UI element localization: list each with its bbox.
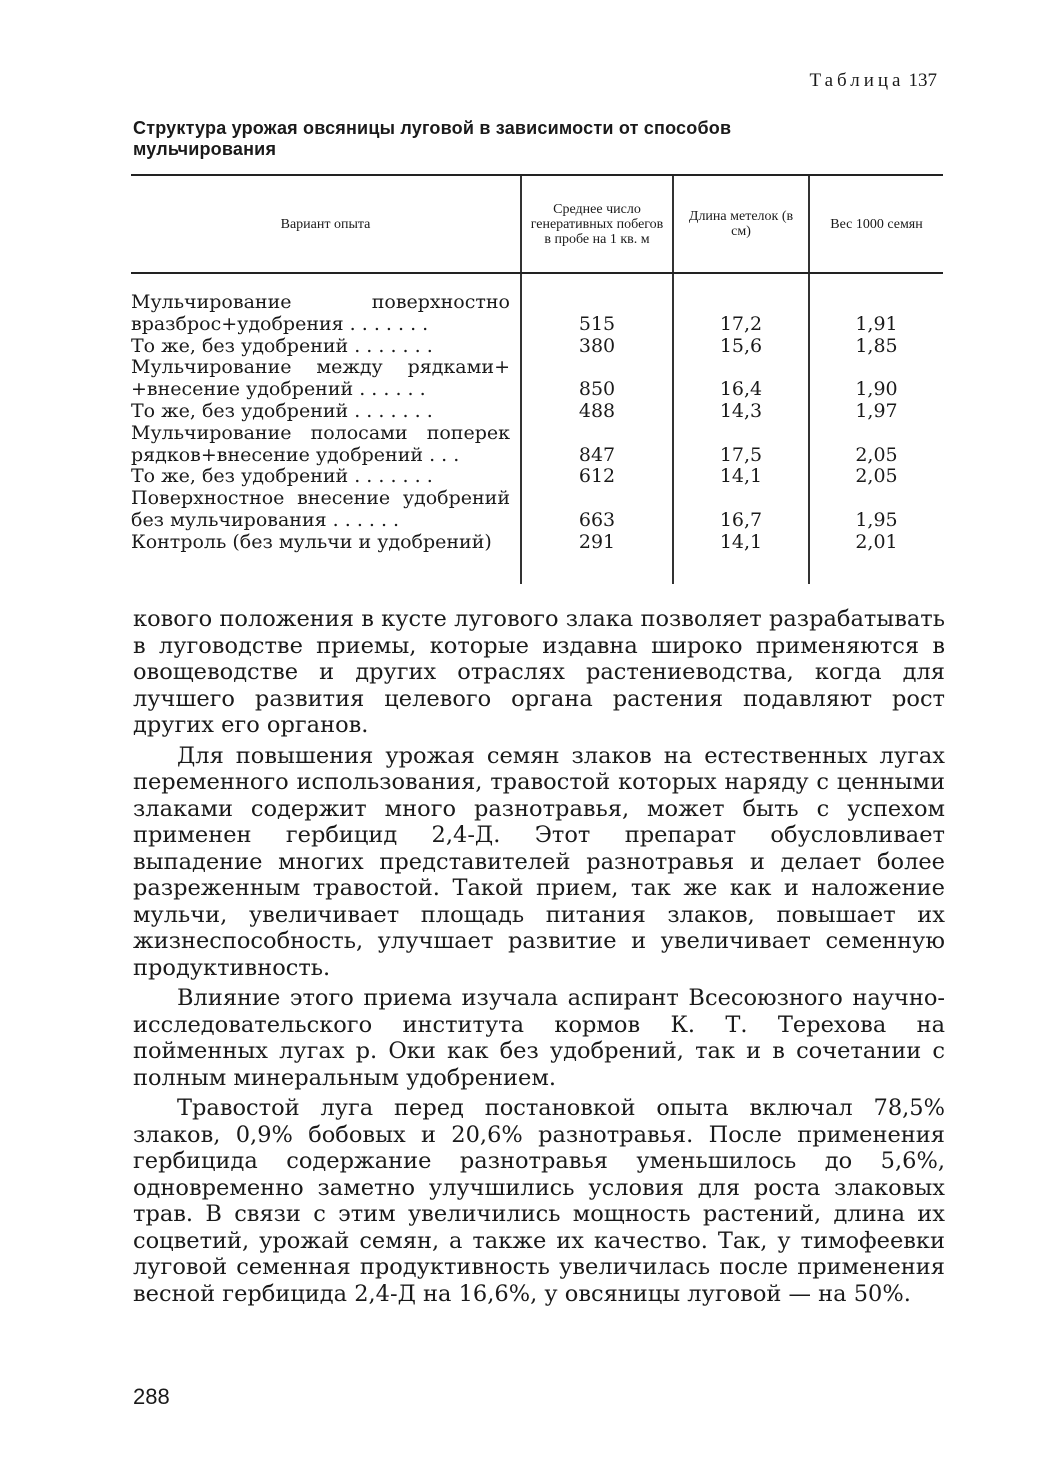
cell-weight: 2,05 [809,466,943,488]
table-label-number: 137 [908,70,937,91]
page-number: 288 [133,1384,170,1409]
header-variant: Вариант опыта [131,175,521,273]
cell-variant: То же, без удобрений . . . . . . . [131,399,433,422]
table-row [131,273,943,336]
cell-weight: 1,90 [809,357,943,401]
table-label [809,70,937,92]
body-text [133,606,945,1311]
cell-length: 16,7 [673,488,809,532]
header-length: Длина метелок (в см) [673,175,809,273]
paragraph: Травостой луга перед постановкой опыта включал 78,5% злаков, 0,9% бобовых и 20,6% разнотравья. После применения гербицида содержание разнотравья уменьшилось до 5,6%, одновременно заметно улучшились условия для роста злаковых трав. В связи с этим увеличились мощность растений, длина их соцветий, урожай семян, а также их качество. Так, у тимофеевки луговой семенная продуктивность увеличилась после применения весной гербицида 2,4-Д на 16,6%, у овсяницы луговой — на 50%. [133,1095,945,1307]
cell-weight: 2,05 [809,423,943,467]
cell-shoots: 612 [521,466,673,488]
data-table [131,174,943,584]
header-shoots: Среднее число генеративных побегов в пробе на 1 кв. м [521,175,673,273]
table-row [131,336,943,358]
table-row [131,423,943,467]
paragraph: Влияние этого приема изучала аспирант Всесоюзного научно-исследовательского института кормов К. Т. Терехова на пойменных лугах р. Оки как без удобрений, так и в сочетании с полным минеральным удобрением. [133,985,945,1091]
table-row [131,466,943,488]
cell-variant: Мульчирование полосами поперек рядков+внесение удобрений . . . [131,421,510,466]
cell-weight: 1,91 [809,273,943,336]
table-label-word: Таблица [809,70,905,91]
paragraph: кового положения в кусте лугового злака позволяет разрабатывать в луговодстве приемы, которые издавна широко применяются в овощеводстве и других отраслях растениеводства, когда для лучшего развития целевого органа растения подавляют рост других его органов. [133,606,945,738]
cell-shoots: 488 [521,401,673,423]
cell-weight: 1,95 [809,488,943,532]
cell-length: 14,1 [673,532,809,584]
cell-variant: Поверхностное внесение удобрений без мульчирования . . . . . . [131,487,510,531]
cell-shoots: 850 [521,357,673,401]
cell-shoots: 380 [521,336,673,358]
table-row [131,488,943,532]
cell-length: 16,4 [673,357,809,401]
table-title: Структура урожая овсяницы луговой в зависимости от способов мульчирования [133,118,732,159]
cell-length: 14,1 [673,466,809,488]
cell-length: 17,2 [673,273,809,336]
cell-weight: 2,01 [809,532,943,584]
table-row [131,532,943,584]
paragraph: Для повышения урожая семян злаков на естественных лугах переменного использования, травостой которых наряду с ценными злаками содержит много разнотравья, может быть с успехом применен гербицид 2,4-Д. Этот препарат обусловливает выпадение многих представителей разнотравья и делает более разреженным травостой. Такой прием, так же как и наложение мульчи, увеличивает площадь питания злаков, повышает их жизнеспособность, улучшает развитие и увеличивает семенную продуктивность. [133,742,945,981]
cell-length: 17,5 [673,423,809,467]
cell-weight: 1,97 [809,401,943,423]
header-weight: Вес 1000 семян [809,175,943,273]
cell-variant: Контроль (без мульчи и удобрений) [131,530,492,553]
cell-shoots: 515 [521,273,673,336]
cell-variant: Мульчирование поверхностно вразброс+удобрения . . . . . . . [131,291,510,335]
cell-shoots: 663 [521,488,673,532]
cell-length: 14,3 [673,401,809,423]
table-row [131,357,943,401]
cell-weight: 1,85 [809,336,943,358]
cell-length: 15,6 [673,336,809,358]
table-header-row [131,175,943,273]
cell-shoots: 847 [521,423,673,467]
cell-shoots: 291 [521,532,673,584]
table-row [131,401,943,423]
cell-variant: То же, без удобрений . . . . . . . [131,334,433,357]
cell-variant: Мульчирование между рядками+ +внесение удобрений . . . . . . [131,356,510,401]
cell-variant: То же, без удобрений . . . . . . . [131,465,433,488]
